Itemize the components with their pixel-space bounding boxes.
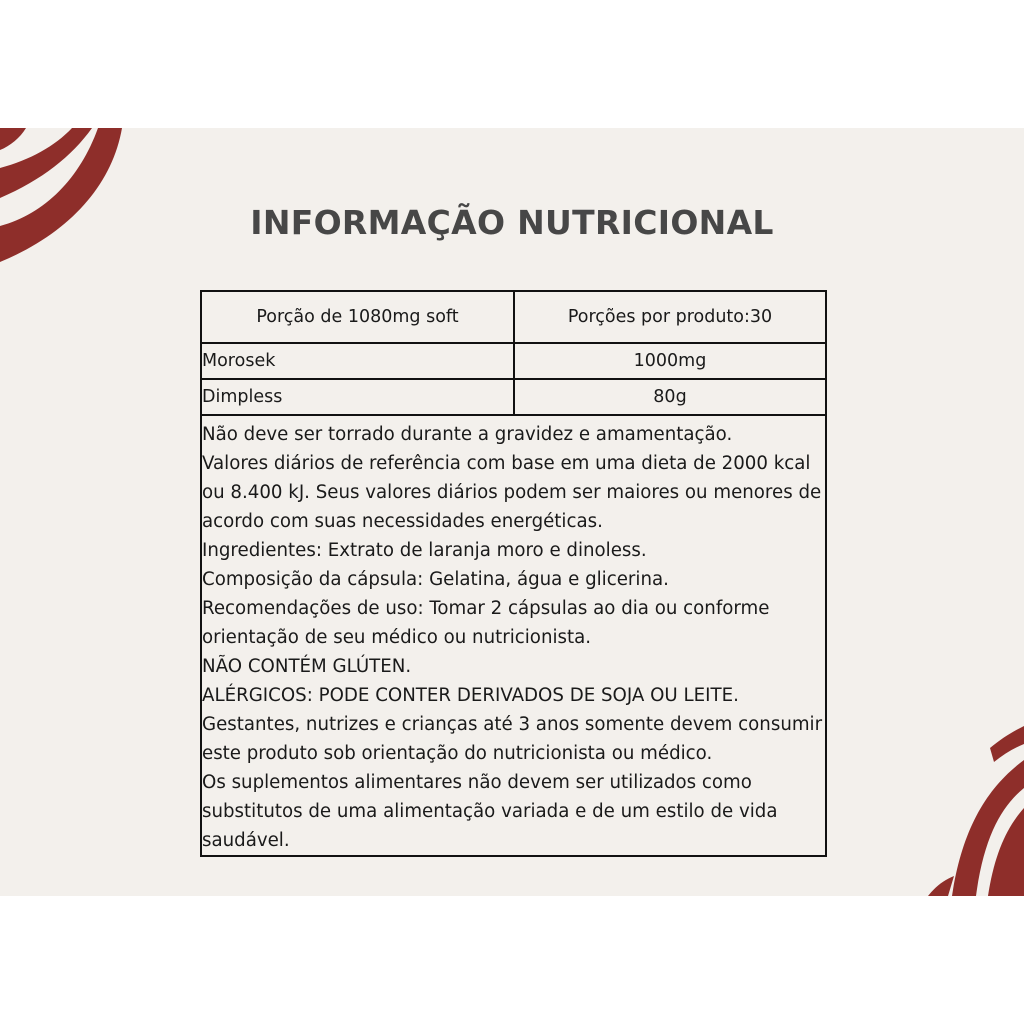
notes-cell <box>201 415 826 856</box>
table-header-row <box>201 291 826 343</box>
table-row <box>201 379 826 415</box>
note-daily-values: Valores diários de referência com base em uma dieta de 2000 kcal ou 8.400 kJ. Seus valores diários podem ser maiores ou menores de acordo com suas necessidades energéticas. <box>202 453 822 532</box>
page-title: INFORMAÇÃO NUTRICIONAL <box>250 203 774 242</box>
note-usage-recommendation: Recomendações de uso: Tomar 2 cápsulas ao dia ou conforme orientação de seu médico ou nutricionista. <box>202 598 770 648</box>
decorative-wave-top-left <box>0 128 130 268</box>
portions-per-product-header: Porções por produto:30 <box>514 291 826 343</box>
row-name: Dimpless <box>201 379 514 415</box>
note-allergens: ALÉRGICOS: PODE CONTER DERIVADOS DE SOJA OU LEITE. <box>202 685 739 706</box>
row-name: Morosek <box>201 343 514 379</box>
note-supplements: Os suplementos alimentares não devem ser utilizados como substitutos de uma alimentação variada e de um estilo de vida saudável. <box>202 772 778 851</box>
note-pregnant-children: Gestantes, nutrizes e crianças até 3 anos somente devem consumir este produto sob orientação do nutricionista ou médico. <box>202 714 823 764</box>
nutrition-table <box>200 290 827 857</box>
note-gluten: NÃO CONTÉM GLÚTEN. <box>202 656 412 677</box>
note-ingredients: Ingredientes: Extrato de laranja moro e dinoless. <box>202 540 647 561</box>
content-band <box>0 128 1024 896</box>
note-capsule-composition: Composição da cápsula: Gelatina, água e glicerina. <box>202 569 669 590</box>
table-row <box>201 343 826 379</box>
decorative-wave-bottom-right <box>914 726 1024 896</box>
notes-row <box>201 415 826 856</box>
row-value: 80g <box>514 379 826 415</box>
row-value: 1000mg <box>514 343 826 379</box>
note-pregnancy: Não deve ser torrado durante a gravidez e amamentação. <box>202 424 733 445</box>
portion-header: Porção de 1080mg soft <box>201 291 514 343</box>
